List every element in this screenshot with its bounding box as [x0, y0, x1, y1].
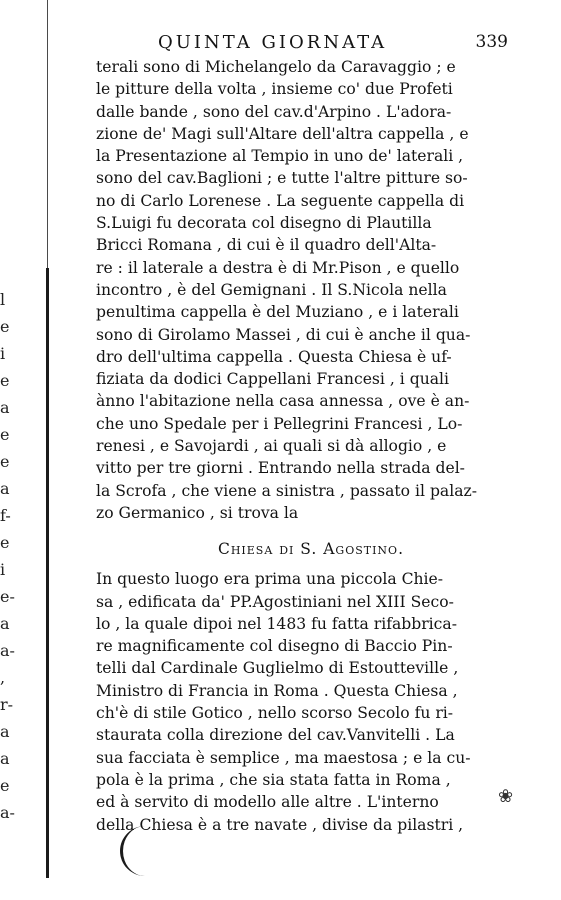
margin-fragment: a	[0, 614, 10, 633]
paragraph-1	[96, 56, 496, 524]
text-line: S.Luigi fu decorata col disegno di Plautilla	[96, 214, 432, 233]
text-line: ed à servito di modello alle altre . L'interno	[96, 793, 439, 812]
margin-fragment: e-	[0, 587, 15, 606]
margin-fragment: i	[0, 344, 6, 363]
text-line: dalle bande , sono del cav.d'Arpino . L'adora-	[96, 102, 452, 121]
margin-fragment: e	[0, 452, 10, 471]
facing-page-margin-fragments	[0, 286, 22, 826]
text-line: fiziata da dodici Cappellani Francesi , i quali	[96, 370, 450, 389]
text-line: che uno Spedale per i Pellegrini Francesi , Lo-	[96, 414, 463, 433]
margin-fragment: e	[0, 317, 10, 336]
text-line: la Scrofa , che viene a sinistra , passato il palaz-	[96, 481, 477, 500]
margin-fragment: a-	[0, 803, 15, 822]
text-line: la Presentazione al Tempio in uno de' laterali ,	[96, 147, 464, 166]
text-line: re magnificamente col disegno di Baccio Pin-	[96, 637, 453, 656]
text-line: lo , la quale dipoi nel 1483 fu fatta rifabbrica-	[96, 614, 457, 633]
text-line: penultima cappella è del Muziano , e i laterali	[96, 303, 459, 322]
margin-fragment: a	[0, 479, 10, 498]
text-line: terali sono di Michelangelo da Caravaggio ; e	[96, 58, 456, 76]
text-line: no di Carlo Lorenese . La seguente cappella di	[96, 191, 465, 210]
paragraph-2	[96, 568, 496, 836]
margin-fragment: i	[0, 560, 6, 579]
margin-fragment: a	[0, 749, 10, 768]
margin-fragment: e	[0, 425, 10, 444]
text-line: telli dal Cardinale Guglielmo di Estoutteville ,	[96, 659, 459, 678]
text-line: staurata colla direzione del cav.Vanvitelli . La	[96, 726, 455, 745]
text-line: zione de' Magi sull'Altare dell'altra cappella , e	[96, 124, 469, 143]
text-line: renesi , e Savojardi , ai quali si dà allogio , e	[96, 437, 447, 456]
margin-fragment: f-	[0, 506, 11, 525]
text-line: re : il laterale a destra è di Mr.Pison , e quello	[96, 258, 460, 277]
margin-fragment: ,	[0, 668, 6, 687]
margin-fragment: a-	[0, 641, 15, 660]
text-line: pola è la prima , che sia stata fatta in Roma ,	[96, 770, 451, 789]
text-line: sono di Girolamo Massei , di cui è anche il qua-	[96, 325, 471, 344]
text-line: ànno l'abitazione nella casa annessa , ove è an-	[96, 392, 470, 411]
book-page	[96, 32, 508, 836]
margin-fragment: e	[0, 371, 10, 390]
margin-fragment: r-	[0, 695, 14, 714]
text-line: sono del cav.Baglioni ; e tutte l'altre pitture so-	[96, 169, 468, 188]
section-heading: Chiesa di S. Agostino.	[217, 540, 405, 559]
text-line: Bricci Romana , di cui è il quadro dell'Alta-	[96, 236, 437, 255]
text-line: le pitture della volta , insieme co' due Profeti	[96, 80, 453, 99]
text-line: dro dell'ultima cappella . Questa Chiesa è uf-	[96, 347, 452, 366]
ink-blot-mark: ❀	[498, 786, 514, 807]
text-line: incontro , è del Gemignani . Il S.Nicola nella	[96, 280, 447, 299]
margin-fragment: a	[0, 398, 10, 417]
text-line: Ministro di Francia in Roma . Questa Chiesa ,	[96, 681, 458, 700]
binding-edge-stroke	[46, 268, 49, 878]
margin-fragment: e	[0, 533, 10, 552]
text-line: della Chiesa è a tre navate , divise da pilastri ,	[96, 815, 464, 834]
text-line: ch'è di stile Gotico , nello scorso Secolo fu ri-	[96, 704, 454, 723]
page-number: 339	[475, 32, 508, 52]
text-line: vitto per tre giorni . Entrando nella strada del-	[96, 459, 465, 478]
running-head	[96, 32, 508, 54]
text-line: zo Germanico , si trova la	[96, 503, 299, 522]
running-head-title: QUINTA GIORNATA	[158, 32, 388, 53]
binding-edge-line	[47, 0, 48, 268]
margin-fragment: e	[0, 776, 10, 795]
text-line: In questo luogo era prima una piccola Chie-	[96, 570, 444, 589]
text-line: sua facciata è semplice , ma maestosa ; e la cu-	[96, 748, 471, 767]
margin-fragment: a	[0, 722, 10, 741]
margin-fragment: l	[0, 290, 6, 309]
text-line: sa , edificata da' PP.Agostiniani nel XIII Seco-	[96, 592, 454, 611]
